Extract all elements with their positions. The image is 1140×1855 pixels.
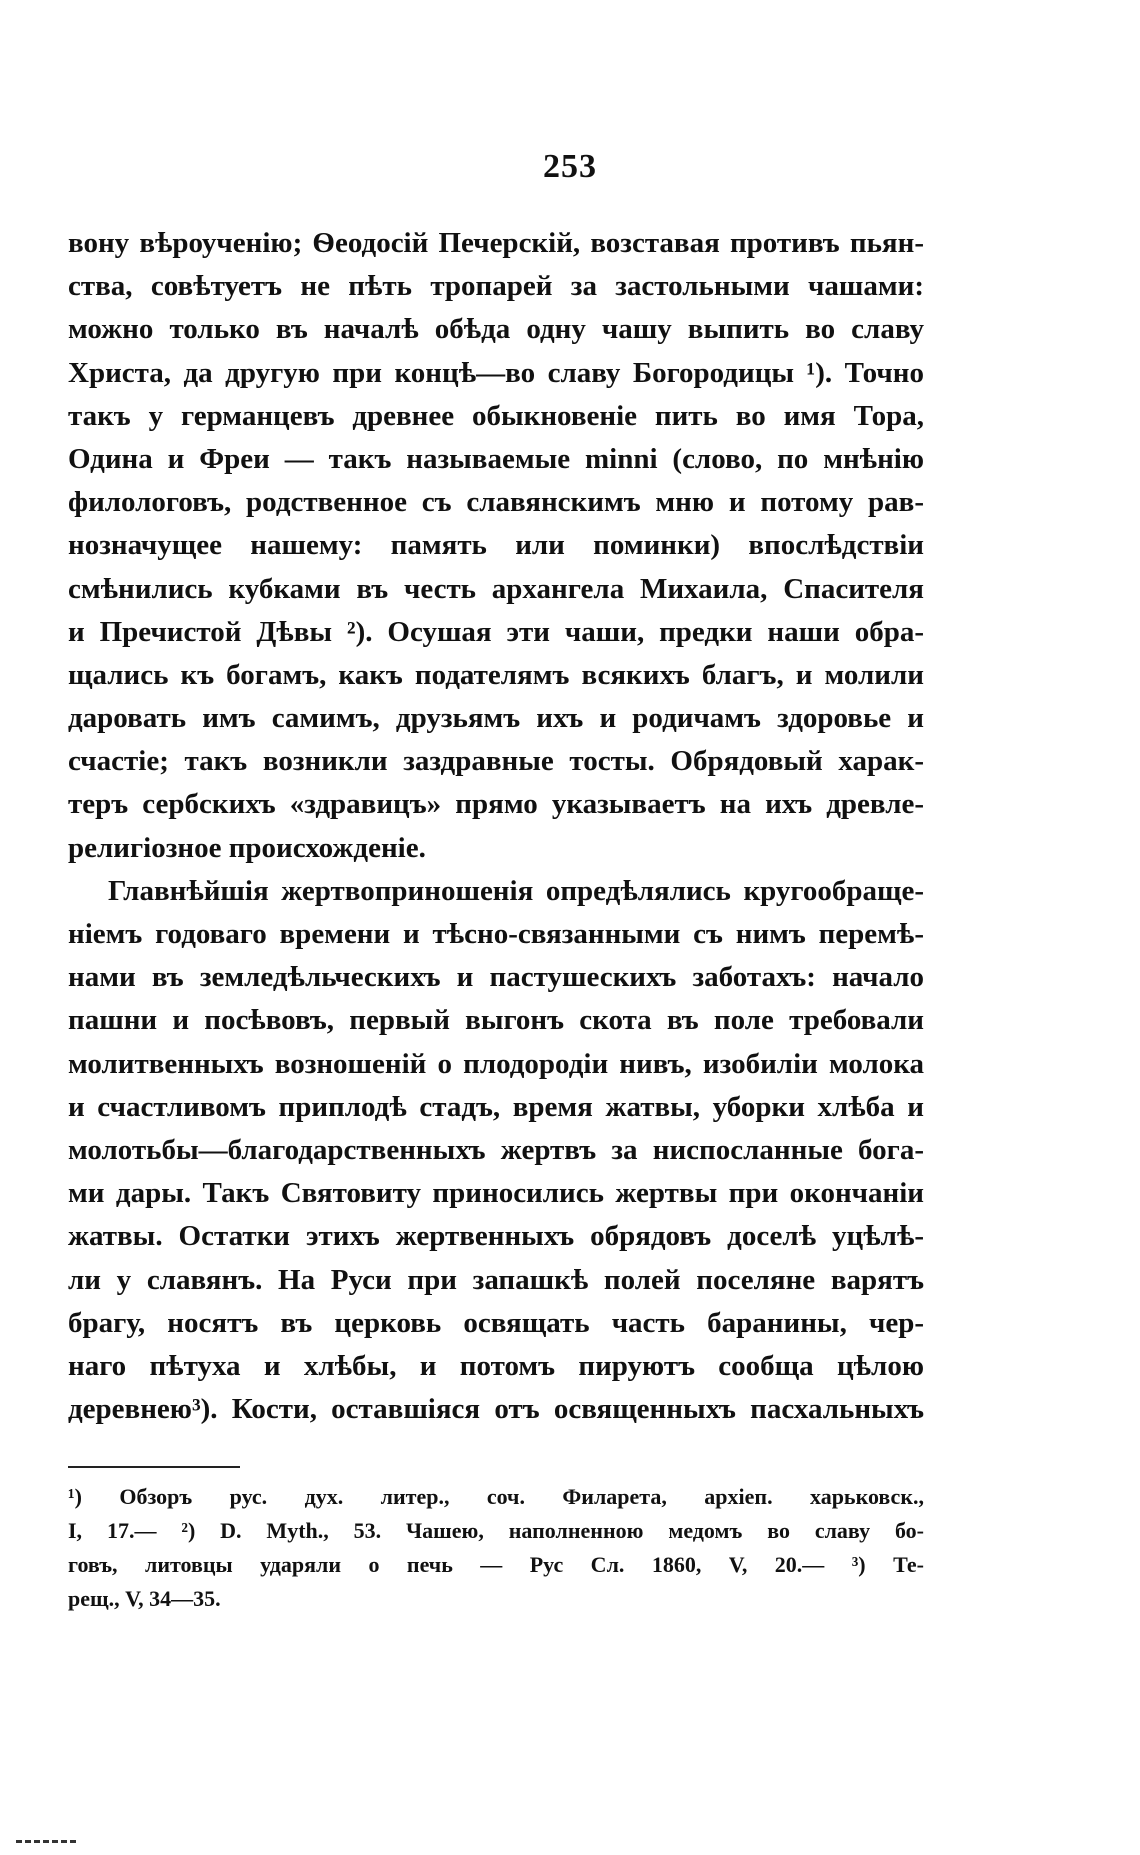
- text-line: нозначущее нашему: память или поминки) впослѣдствіи: [68, 529, 924, 562]
- text-line: щались къ богамъ, какъ подателямъ всякихъ благъ, и молили: [68, 658, 924, 691]
- text-line: ніемъ годоваго времени и тѣсно-связанными съ нимъ перемѣ-: [68, 918, 924, 950]
- text-line: смѣнились кубками въ честь архангела Михаила, Спасителя: [68, 572, 924, 605]
- text-line: Одина и Фреи — такъ называемые minni (слово, по мнѣнію: [68, 442, 924, 475]
- text-line: нами въ земледѣльческихъ и пастушескихъ заботахъ: начало: [68, 961, 924, 994]
- text-line: даровать имъ самимъ, друзьямъ ихъ и родичамъ здоровье и: [68, 702, 924, 735]
- text-line: ли у славянъ. На Руси при запашкѣ полей поселяне варятъ: [68, 1263, 924, 1296]
- footnote-line: рещ., V, 34—35.: [68, 1586, 221, 1611]
- text-line: наго пѣтуха и хлѣбы, и потомъ пируютъ сообща цѣлою: [68, 1349, 924, 1382]
- main-text: [68, 222, 924, 1431]
- footnote-line: ¹) Обзоръ рус. дух. литер., соч. Филарета, архіеп. харьковск.,: [68, 1484, 924, 1509]
- text-line: ства, совѣтуетъ не пѣть тропарей за застольными чашами:: [68, 270, 924, 303]
- text-line: молотьбы—благодарственныхъ жертвъ за ниспосланные бога-: [68, 1133, 924, 1166]
- text-line: пашни и посѣвовъ, первый выгонъ скота въ поле требовали: [68, 1004, 924, 1037]
- text-line: деревнею³). Кости, оставшіяся отъ освященныхъ пасхальныхъ: [68, 1393, 924, 1426]
- text-line: и Пречистой Дѣвы ²). Осушая эти чаши, предки наши обра-: [68, 615, 924, 648]
- page-number: 253: [543, 148, 597, 185]
- text-line: счастіе; такъ возникли заздравные тосты. Обрядовый харак-: [68, 745, 924, 778]
- text-line: теръ сербскихъ «здравицъ» прямо указываетъ на ихъ древле-: [68, 788, 924, 821]
- footnote-line: говъ, литовцы ударяли о печь — Рус Сл. 1860, V, 20.— ³) Те-: [68, 1552, 924, 1577]
- paragraph-start-line: Главнѣйшія жертвоприношенія опредѣлялись кругообраще-: [108, 874, 924, 907]
- text-line: вону вѣроученію; Ѳеодосій Печерскій, возставая противъ пьян-: [68, 227, 924, 259]
- text-line: ми дары. Такъ Святовиту приносились жертвы при окончаніи: [68, 1177, 924, 1210]
- text-line: филологовъ, родственное съ славянскимъ мню и потому рав-: [68, 486, 924, 519]
- scan-edge-mark: [16, 1840, 76, 1843]
- text-line: брагу, носятъ въ церковь освящать часть баранины, чер-: [68, 1306, 924, 1339]
- footnote-line: I, 17.— ²) D. Myth., 53. Чашею, наполненною медомъ во славу бо-: [68, 1518, 924, 1543]
- text-line: и счастливомъ приплодѣ стадъ, время жатвы, уборки хлѣба и: [68, 1090, 924, 1123]
- paragraph-end-line: религіозное происхожденіе.: [68, 831, 426, 864]
- text-line: такъ у германцевъ древнее обыкновеніе пить во имя Тора,: [68, 399, 924, 432]
- text-line: жатвы. Остатки этихъ жертвенныхъ обрядовъ доселѣ уцѣлѣ-: [68, 1220, 924, 1253]
- text-line: можно только въ началѣ обѣда одну чашу выпить во славу: [68, 313, 924, 346]
- text-line: молитвенныхъ возношеній о плодородіи нивъ, изобиліи молока: [68, 1047, 924, 1080]
- text-line: Христа, да другую при концѣ—во славу Богородицы ¹). Точно: [68, 356, 924, 389]
- footnotes: [68, 1480, 924, 1616]
- footnote-divider: [68, 1466, 240, 1468]
